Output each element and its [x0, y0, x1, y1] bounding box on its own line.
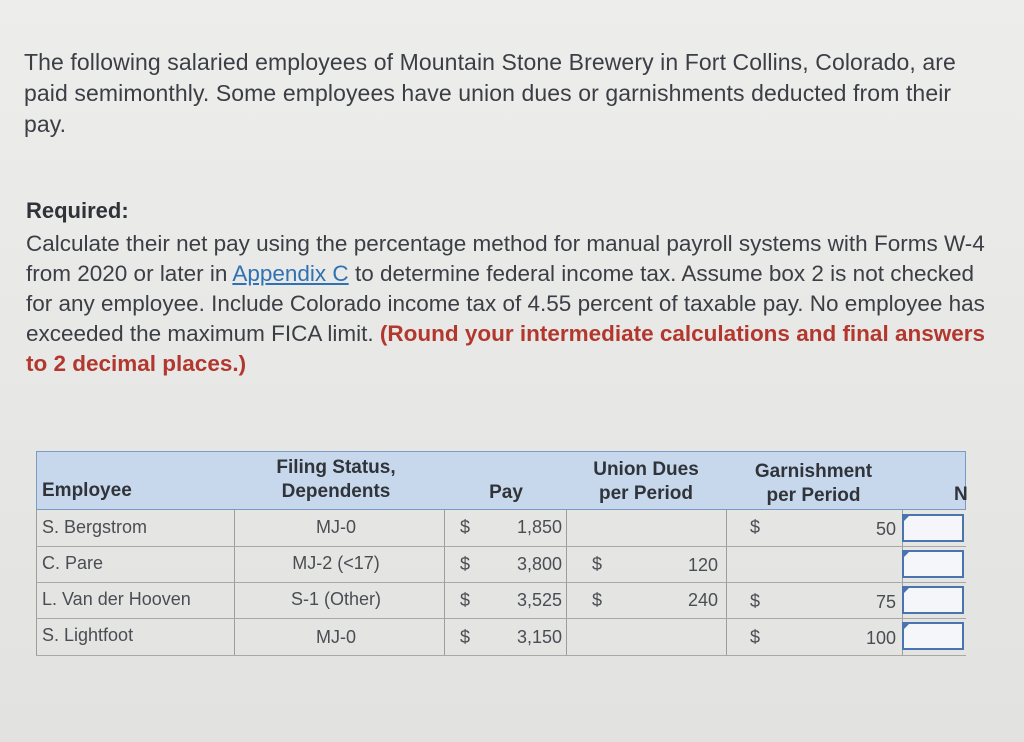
- pay-dollar-sign: $: [460, 554, 471, 574]
- net-pay-input[interactable]: [902, 514, 964, 542]
- required-heading: Required:: [26, 198, 129, 223]
- input-marker-icon: [904, 516, 909, 521]
- table-row: [36, 510, 966, 546]
- garnish-dollar-sign: $: [750, 591, 761, 611]
- header-union-line2: per Period: [599, 483, 693, 504]
- pay-amount: 3,525: [516, 590, 562, 610]
- header-union-line1: Union Dues: [593, 459, 699, 480]
- union-amount: 240: [687, 590, 718, 610]
- union-dollar-sign: $: [592, 554, 603, 574]
- table-row: [36, 618, 966, 654]
- header-garnish-line2: per Period: [766, 485, 861, 506]
- pay-amount: 3,150: [516, 627, 562, 647]
- pay-dollar-sign: $: [460, 517, 471, 537]
- pay-dollar-sign: $: [460, 590, 471, 610]
- garnish-amount: 75: [875, 592, 896, 612]
- filing-status: MJ-2 (<17): [292, 553, 380, 573]
- rounding-instruction: (Round your intermediate calculations and final answers to 2 decimal places.): [26, 321, 986, 376]
- payroll-table: [36, 451, 966, 656]
- input-marker-icon: [904, 552, 909, 557]
- problem-intro: The following salaried employees of Mountain Stone Brewery in Fort Collins, Colorado, are paid semimonthly. Some employees have union dues or garnishments deducted from their pay.: [24, 49, 956, 137]
- appendix-c-link[interactable]: Appendix C: [232, 261, 349, 286]
- header-net-pay-truncated: N: [954, 484, 968, 505]
- filing-status: MJ-0: [316, 627, 356, 647]
- employee-name: S. Bergstrom: [42, 517, 148, 537]
- filing-status: S-1 (Other): [290, 589, 382, 609]
- table-row: [36, 582, 966, 618]
- garnish-amount: 100: [865, 628, 896, 648]
- garnish-dollar-sign: $: [750, 627, 761, 647]
- input-marker-icon: [904, 624, 909, 629]
- employee-name: L. Van der Hooven: [42, 589, 191, 609]
- row-divider: [36, 655, 966, 656]
- union-dollar-sign: $: [592, 590, 603, 610]
- employee-name: S. Lightfoot: [42, 625, 134, 645]
- pay-dollar-sign: $: [460, 627, 471, 647]
- pay-amount: 1,850: [516, 517, 562, 537]
- header-garnish-line1: Garnishment: [754, 461, 873, 482]
- input-marker-icon: [904, 588, 909, 593]
- required-text: [26, 229, 986, 379]
- header-filing-status-line2: Dependents: [281, 481, 391, 502]
- net-pay-input[interactable]: [902, 550, 964, 578]
- header-garnishment: [736, 460, 891, 508]
- table-row: [36, 546, 966, 582]
- net-pay-input[interactable]: [902, 622, 964, 650]
- union-amount: 120: [687, 555, 718, 575]
- header-pay: Pay: [489, 482, 523, 503]
- garnish-amount: 50: [875, 519, 896, 539]
- required-text-part2: to determine federal income tax. Assume box 2 is not checked for any employee. Include Colorado income tax of 4.55 percent of taxable pay. No employee has exceeded the maximum FICA limit.: [26, 261, 985, 346]
- filing-status: MJ-0: [316, 517, 356, 537]
- pay-amount: 3,800: [516, 554, 562, 574]
- garnish-dollar-sign: $: [750, 517, 761, 537]
- header-filing-status-line1: Filing Status,: [276, 457, 396, 478]
- header-filing-status: [236, 456, 436, 504]
- net-pay-input[interactable]: [902, 586, 964, 614]
- required-text-part1: Calculate their net pay using the percentage method for manual payroll systems with Forms W-4 from 2020 or later in: [26, 231, 985, 286]
- employee-name: C. Pare: [42, 553, 104, 573]
- header-union-dues: [576, 458, 716, 506]
- header-employee: Employee: [42, 480, 132, 501]
